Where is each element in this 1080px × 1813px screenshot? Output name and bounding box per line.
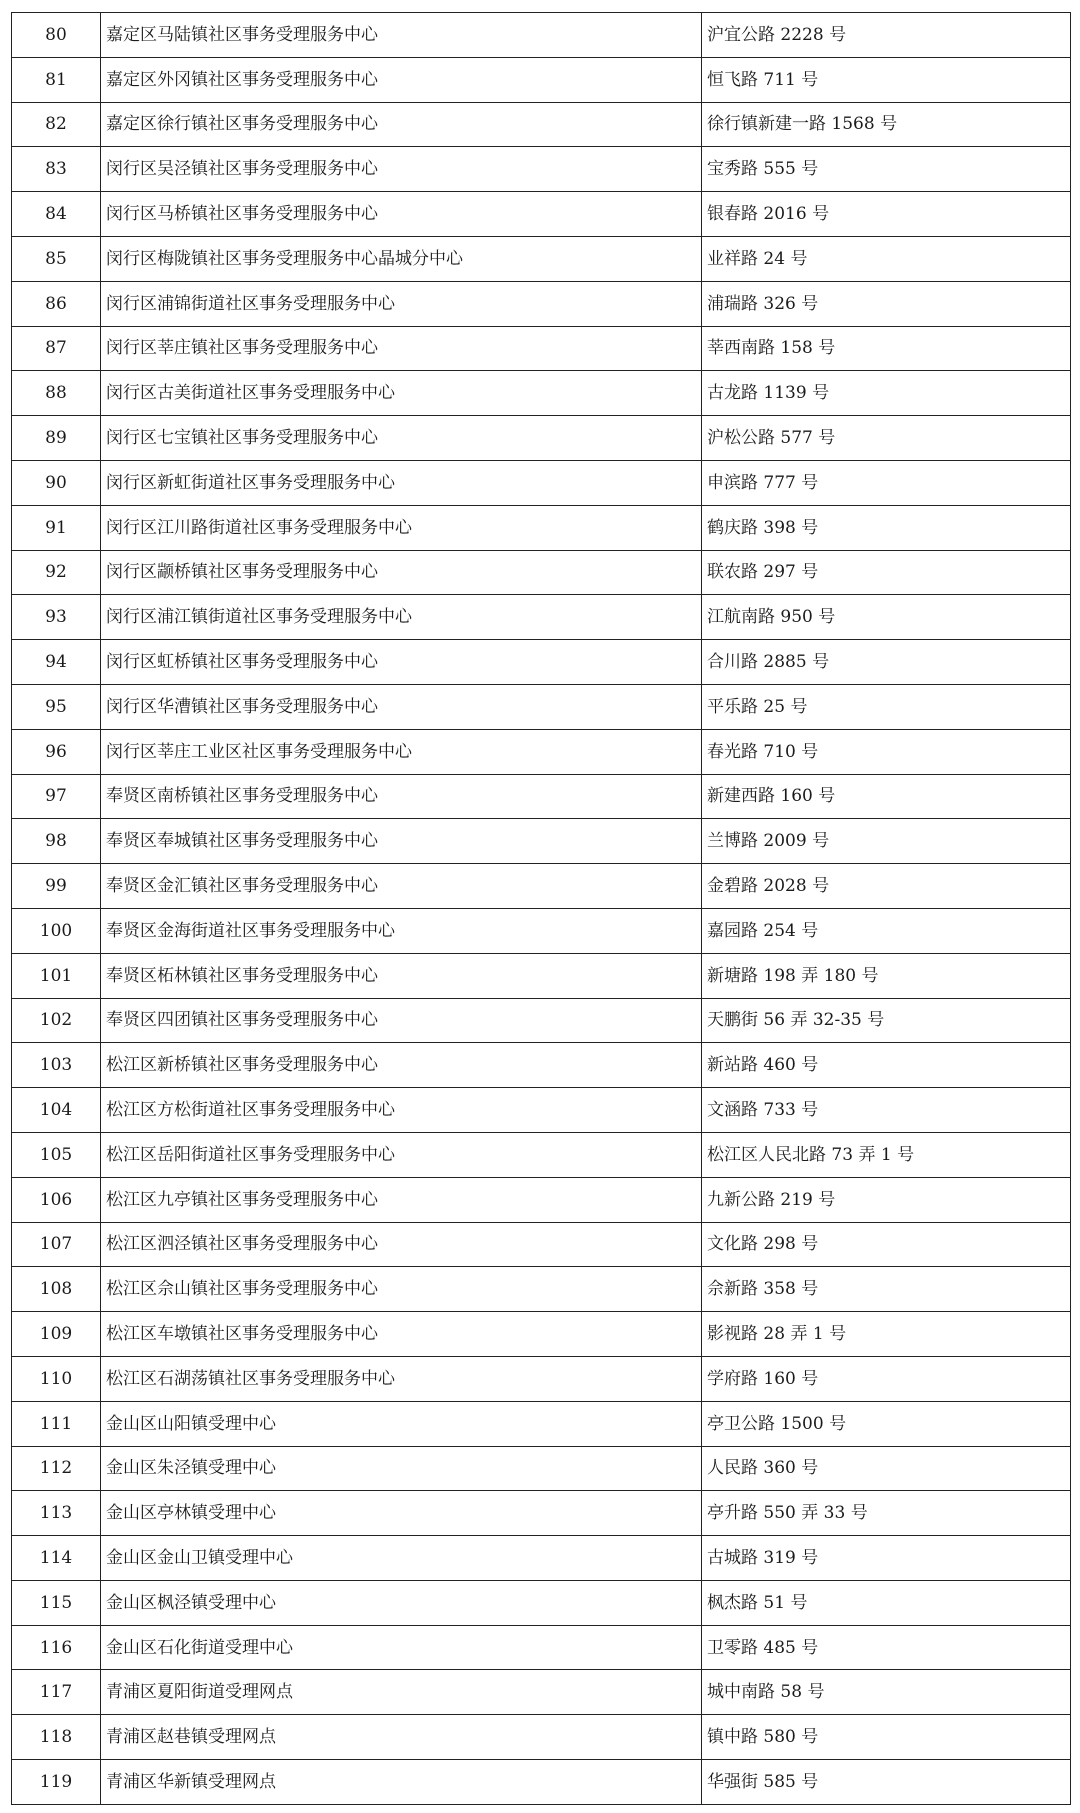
- center-name-cell: 金山区石化街道受理中心: [101, 1625, 702, 1670]
- table-row: [12, 1625, 1071, 1670]
- table-row: [12, 1088, 1071, 1133]
- center-name-cell: 嘉定区马陆镇社区事务受理服务中心: [101, 13, 702, 58]
- table-row: [12, 1267, 1071, 1312]
- center-name-cell: 松江区泗泾镇社区事务受理服务中心: [101, 1222, 702, 1267]
- center-name-cell: 奉贤区金海街道社区事务受理服务中心: [101, 908, 702, 953]
- address-cell: 城中南路 58 号: [702, 1670, 1071, 1715]
- row-number-cell: 99: [12, 864, 101, 909]
- address-cell: 浦瑞路 326 号: [702, 281, 1071, 326]
- address-cell: 平乐路 25 号: [702, 684, 1071, 729]
- table-row: [12, 326, 1071, 371]
- table-body: [12, 13, 1071, 1805]
- row-number-cell: 96: [12, 729, 101, 774]
- row-number-cell: 112: [12, 1446, 101, 1491]
- row-number-cell: 104: [12, 1088, 101, 1133]
- address-cell: 联农路 297 号: [702, 550, 1071, 595]
- table-row: [12, 684, 1071, 729]
- row-number-cell: 97: [12, 774, 101, 819]
- center-name-cell: 闵行区马桥镇社区事务受理服务中心: [101, 192, 702, 237]
- center-name-cell: 闵行区华漕镇社区事务受理服务中心: [101, 684, 702, 729]
- table-row: [12, 236, 1071, 281]
- table-row: [12, 505, 1071, 550]
- address-cell: 金碧路 2028 号: [702, 864, 1071, 909]
- center-name-cell: 嘉定区徐行镇社区事务受理服务中心: [101, 102, 702, 147]
- center-name-cell: 青浦区华新镇受理网点: [101, 1760, 702, 1805]
- row-number-cell: 82: [12, 102, 101, 147]
- center-name-cell: 奉贤区奉城镇社区事务受理服务中心: [101, 819, 702, 864]
- center-name-cell: 嘉定区外冈镇社区事务受理服务中心: [101, 57, 702, 102]
- table-row: [12, 192, 1071, 237]
- table-row: [12, 57, 1071, 102]
- table-row: [12, 864, 1071, 909]
- center-name-cell: 青浦区夏阳街道受理网点: [101, 1670, 702, 1715]
- row-number-cell: 117: [12, 1670, 101, 1715]
- row-number-cell: 118: [12, 1715, 101, 1760]
- center-name-cell: 闵行区江川路街道社区事务受理服务中心: [101, 505, 702, 550]
- center-name-cell: 闵行区莘庄工业区社区事务受理服务中心: [101, 729, 702, 774]
- center-name-cell: 闵行区颛桥镇社区事务受理服务中心: [101, 550, 702, 595]
- table-row: [12, 1670, 1071, 1715]
- address-cell: 合川路 2885 号: [702, 640, 1071, 685]
- table-row: [12, 1446, 1071, 1491]
- center-name-cell: 奉贤区金汇镇社区事务受理服务中心: [101, 864, 702, 909]
- table-row: [12, 1760, 1071, 1805]
- center-name-cell: 金山区山阳镇受理中心: [101, 1401, 702, 1446]
- center-name-cell: 闵行区浦锦街道社区事务受理服务中心: [101, 281, 702, 326]
- table-row: [12, 460, 1071, 505]
- service-center-table-page: [11, 12, 1070, 1805]
- row-number-cell: 93: [12, 595, 101, 640]
- row-number-cell: 116: [12, 1625, 101, 1670]
- address-cell: 古城路 319 号: [702, 1536, 1071, 1581]
- center-name-cell: 奉贤区南桥镇社区事务受理服务中心: [101, 774, 702, 819]
- table-row: [12, 774, 1071, 819]
- center-name-cell: 闵行区吴泾镇社区事务受理服务中心: [101, 147, 702, 192]
- address-cell: 松江区人民北路 73 弄 1 号: [702, 1132, 1071, 1177]
- address-cell: 人民路 360 号: [702, 1446, 1071, 1491]
- center-name-cell: 松江区佘山镇社区事务受理服务中心: [101, 1267, 702, 1312]
- table-row: [12, 953, 1071, 998]
- address-cell: 佘新路 358 号: [702, 1267, 1071, 1312]
- address-cell: 新塘路 198 弄 180 号: [702, 953, 1071, 998]
- address-cell: 新建西路 160 号: [702, 774, 1071, 819]
- address-cell: 宝秀路 555 号: [702, 147, 1071, 192]
- row-number-cell: 95: [12, 684, 101, 729]
- row-number-cell: 113: [12, 1491, 101, 1536]
- row-number-cell: 89: [12, 416, 101, 461]
- center-name-cell: 松江区石湖荡镇社区事务受理服务中心: [101, 1356, 702, 1401]
- row-number-cell: 83: [12, 147, 101, 192]
- row-number-cell: 92: [12, 550, 101, 595]
- address-cell: 九新公路 219 号: [702, 1177, 1071, 1222]
- row-number-cell: 108: [12, 1267, 101, 1312]
- table-row: [12, 147, 1071, 192]
- row-number-cell: 102: [12, 998, 101, 1043]
- center-name-cell: 金山区朱泾镇受理中心: [101, 1446, 702, 1491]
- address-cell: 文化路 298 号: [702, 1222, 1071, 1267]
- center-name-cell: 闵行区新虹街道社区事务受理服务中心: [101, 460, 702, 505]
- row-number-cell: 81: [12, 57, 101, 102]
- table-row: [12, 1132, 1071, 1177]
- table-row: [12, 1401, 1071, 1446]
- table-row: [12, 371, 1071, 416]
- row-number-cell: 94: [12, 640, 101, 685]
- center-name-cell: 闵行区七宝镇社区事务受理服务中心: [101, 416, 702, 461]
- row-number-cell: 109: [12, 1312, 101, 1357]
- row-number-cell: 119: [12, 1760, 101, 1805]
- address-cell: 鹤庆路 398 号: [702, 505, 1071, 550]
- row-number-cell: 110: [12, 1356, 101, 1401]
- table-row: [12, 1580, 1071, 1625]
- row-number-cell: 85: [12, 236, 101, 281]
- table-row: [12, 102, 1071, 147]
- address-cell: 影视路 28 弄 1 号: [702, 1312, 1071, 1357]
- table-row: [12, 1222, 1071, 1267]
- table-row: [12, 13, 1071, 58]
- address-cell: 文涵路 733 号: [702, 1088, 1071, 1133]
- service-center-table: [11, 12, 1071, 1805]
- address-cell: 亭卫公路 1500 号: [702, 1401, 1071, 1446]
- row-number-cell: 90: [12, 460, 101, 505]
- row-number-cell: 101: [12, 953, 101, 998]
- address-cell: 亭升路 550 弄 33 号: [702, 1491, 1071, 1536]
- table-row: [12, 281, 1071, 326]
- row-number-cell: 98: [12, 819, 101, 864]
- table-row: [12, 1491, 1071, 1536]
- table-row: [12, 998, 1071, 1043]
- center-name-cell: 闵行区梅陇镇社区事务受理服务中心晶城分中心: [101, 236, 702, 281]
- address-cell: 春光路 710 号: [702, 729, 1071, 774]
- row-number-cell: 91: [12, 505, 101, 550]
- address-cell: 镇中路 580 号: [702, 1715, 1071, 1760]
- address-cell: 华强街 585 号: [702, 1760, 1071, 1805]
- address-cell: 沪宜公路 2228 号: [702, 13, 1071, 58]
- row-number-cell: 107: [12, 1222, 101, 1267]
- address-cell: 业祥路 24 号: [702, 236, 1071, 281]
- address-cell: 申滨路 777 号: [702, 460, 1071, 505]
- address-cell: 嘉园路 254 号: [702, 908, 1071, 953]
- center-name-cell: 闵行区虹桥镇社区事务受理服务中心: [101, 640, 702, 685]
- address-cell: 新站路 460 号: [702, 1043, 1071, 1088]
- table-row: [12, 1536, 1071, 1581]
- row-number-cell: 115: [12, 1580, 101, 1625]
- table-row: [12, 1177, 1071, 1222]
- row-number-cell: 80: [12, 13, 101, 58]
- row-number-cell: 88: [12, 371, 101, 416]
- row-number-cell: 103: [12, 1043, 101, 1088]
- table-row: [12, 550, 1071, 595]
- table-row: [12, 1312, 1071, 1357]
- center-name-cell: 金山区亭林镇受理中心: [101, 1491, 702, 1536]
- row-number-cell: 105: [12, 1132, 101, 1177]
- row-number-cell: 114: [12, 1536, 101, 1581]
- address-cell: 卫零路 485 号: [702, 1625, 1071, 1670]
- row-number-cell: 87: [12, 326, 101, 371]
- address-cell: 银春路 2016 号: [702, 192, 1071, 237]
- address-cell: 恒飞路 711 号: [702, 57, 1071, 102]
- center-name-cell: 金山区枫泾镇受理中心: [101, 1580, 702, 1625]
- table-row: [12, 1043, 1071, 1088]
- address-cell: 莘西南路 158 号: [702, 326, 1071, 371]
- table-row: [12, 1356, 1071, 1401]
- center-name-cell: 奉贤区四团镇社区事务受理服务中心: [101, 998, 702, 1043]
- table-row: [12, 595, 1071, 640]
- center-name-cell: 松江区新桥镇社区事务受理服务中心: [101, 1043, 702, 1088]
- address-cell: 学府路 160 号: [702, 1356, 1071, 1401]
- table-row: [12, 908, 1071, 953]
- row-number-cell: 111: [12, 1401, 101, 1446]
- center-name-cell: 闵行区浦江镇街道社区事务受理服务中心: [101, 595, 702, 640]
- table-row: [12, 819, 1071, 864]
- center-name-cell: 金山区金山卫镇受理中心: [101, 1536, 702, 1581]
- address-cell: 兰博路 2009 号: [702, 819, 1071, 864]
- table-row: [12, 1715, 1071, 1760]
- center-name-cell: 松江区车墩镇社区事务受理服务中心: [101, 1312, 702, 1357]
- center-name-cell: 松江区九亭镇社区事务受理服务中心: [101, 1177, 702, 1222]
- address-cell: 古龙路 1139 号: [702, 371, 1071, 416]
- row-number-cell: 86: [12, 281, 101, 326]
- row-number-cell: 84: [12, 192, 101, 237]
- row-number-cell: 100: [12, 908, 101, 953]
- table-row: [12, 416, 1071, 461]
- center-name-cell: 闵行区莘庄镇社区事务受理服务中心: [101, 326, 702, 371]
- address-cell: 枫杰路 51 号: [702, 1580, 1071, 1625]
- row-number-cell: 106: [12, 1177, 101, 1222]
- table-row: [12, 729, 1071, 774]
- center-name-cell: 青浦区赵巷镇受理网点: [101, 1715, 702, 1760]
- center-name-cell: 松江区方松街道社区事务受理服务中心: [101, 1088, 702, 1133]
- address-cell: 徐行镇新建一路 1568 号: [702, 102, 1071, 147]
- center-name-cell: 奉贤区柘林镇社区事务受理服务中心: [101, 953, 702, 998]
- table-row: [12, 640, 1071, 685]
- center-name-cell: 闵行区古美街道社区事务受理服务中心: [101, 371, 702, 416]
- center-name-cell: 松江区岳阳街道社区事务受理服务中心: [101, 1132, 702, 1177]
- address-cell: 江航南路 950 号: [702, 595, 1071, 640]
- address-cell: 天鹏街 56 弄 32-35 号: [702, 998, 1071, 1043]
- address-cell: 沪松公路 577 号: [702, 416, 1071, 461]
